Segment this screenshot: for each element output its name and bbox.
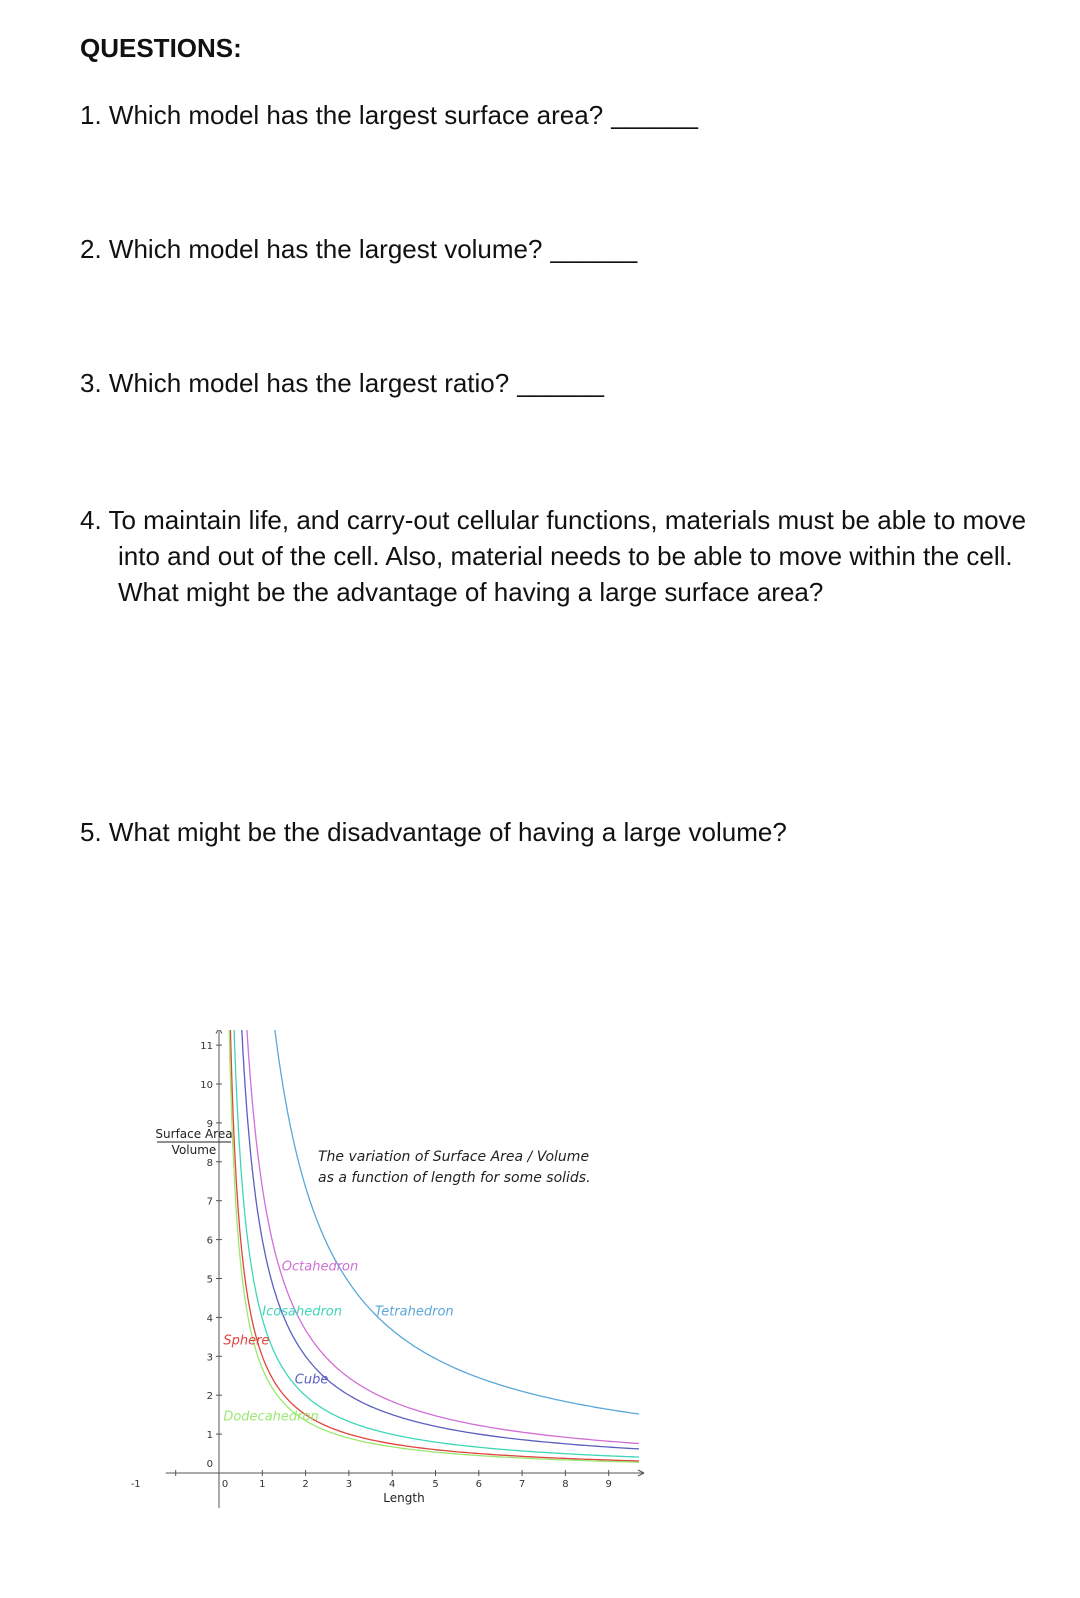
curve-label-dodecahedron: Dodecahedron bbox=[223, 1409, 319, 1425]
x-tick-label: 4 bbox=[389, 1479, 396, 1490]
curve-label-octahedron: Octahedron bbox=[281, 1259, 359, 1275]
x-tick-label: 6 bbox=[475, 1479, 482, 1490]
chart-curves bbox=[229, 1030, 639, 1462]
page-title: QUESTIONS: bbox=[80, 33, 242, 63]
x-tick-label: 2 bbox=[302, 1479, 309, 1490]
y-tick-label: 5 bbox=[206, 1274, 213, 1286]
answer-blank: ______ bbox=[517, 368, 604, 398]
question-text: Which model has the largest volume? bbox=[108, 234, 543, 264]
question-text: Which model has the largest ratio? bbox=[108, 368, 510, 398]
x-axis-label: Length bbox=[383, 1491, 425, 1505]
question-1 bbox=[80, 97, 698, 133]
chart-curve-labels bbox=[223, 1260, 453, 1425]
y-tick-label: 10 bbox=[200, 1080, 213, 1091]
x-tick-label: 3 bbox=[345, 1479, 353, 1490]
x-tick-label: 1 bbox=[259, 1479, 266, 1490]
chart-subtitle: as a function of length for some solids. bbox=[318, 1170, 591, 1186]
x-tick-label: 0 bbox=[221, 1479, 229, 1490]
question-3 bbox=[80, 365, 604, 401]
y-tick-label: 0 bbox=[206, 1459, 213, 1470]
curve-sphere bbox=[230, 1030, 639, 1461]
y-tick-label: 3 bbox=[206, 1352, 213, 1364]
question-text: Which model has the largest surface area? bbox=[108, 100, 604, 130]
y-tick-label: 8 bbox=[206, 1157, 213, 1169]
y-tick-label: 1 bbox=[206, 1430, 213, 1442]
x-tick-label: 9 bbox=[605, 1479, 612, 1490]
question-number: 2. bbox=[80, 234, 102, 264]
question-number: 3. bbox=[80, 368, 102, 398]
chart-title: The variation of Surface Area / Volume bbox=[318, 1149, 590, 1165]
question-number: 4. bbox=[80, 505, 102, 535]
x-tick-label: -1 bbox=[130, 1479, 141, 1490]
curve-label-cube: Cube bbox=[294, 1372, 329, 1388]
y-tick-label: 6 bbox=[206, 1235, 213, 1247]
question-5 bbox=[80, 814, 787, 850]
x-tick-label: 7 bbox=[518, 1479, 526, 1490]
question-4 bbox=[80, 502, 1048, 610]
surface-area-volume-chart bbox=[0, 1030, 1080, 1570]
curve-label-sphere: Sphere bbox=[223, 1333, 270, 1349]
question-2 bbox=[80, 231, 637, 267]
curve-icosahedron bbox=[234, 1030, 639, 1457]
answer-blank: ______ bbox=[550, 234, 638, 264]
question-number: 5. bbox=[80, 817, 102, 847]
question-text: To maintain life, and carry-out cellular functions, materials must be able to move into and out of the cell. Also, material needs to be able to move within the cell. What might be the advantage of having a large surface area? bbox=[108, 505, 1027, 607]
curve-label-tetrahedron: Tetrahedron bbox=[374, 1304, 454, 1320]
y-tick-label: 11 bbox=[200, 1041, 213, 1053]
curve-tetrahedron bbox=[274, 1030, 639, 1414]
curve-label-icosahedron: Icosahedron bbox=[262, 1304, 343, 1320]
y-tick-label: 7 bbox=[206, 1196, 213, 1208]
y-axis-label-numerator: Surface Area bbox=[155, 1127, 233, 1141]
x-tick-label: 8 bbox=[562, 1479, 569, 1490]
question-text: What might be the disadvantage of having a large volume? bbox=[108, 817, 787, 847]
y-axis-label-denominator: Volume bbox=[171, 1143, 217, 1157]
x-tick-label: 5 bbox=[432, 1479, 439, 1490]
y-tick-label: 4 bbox=[206, 1313, 213, 1325]
question-number: 1. bbox=[80, 100, 102, 130]
y-tick-label: 2 bbox=[206, 1391, 213, 1403]
answer-blank: ______ bbox=[611, 100, 698, 130]
y-tick-label: 9 bbox=[206, 1118, 213, 1130]
curve-dodecahedron bbox=[229, 1030, 639, 1462]
chart-ticks bbox=[131, 1041, 612, 1490]
